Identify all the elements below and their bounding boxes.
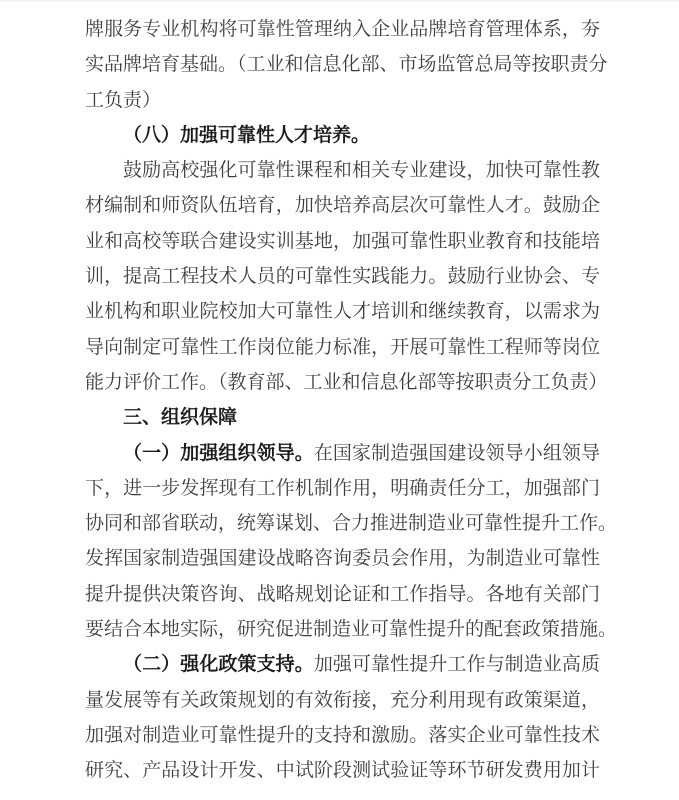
text-segment: 业机构和职业院校加大可靠性人才培训和继续教育，以需求为 — [85, 300, 600, 323]
text-segment: 训，提高工程技术人员的可靠性实践能力。鼓励行业协会、专 — [85, 265, 600, 288]
text-segment: 研究、产品设计开发、中试阶段测试验证等环节研发费用加计 — [85, 759, 600, 782]
text-line — [85, 506, 618, 541]
text-segment: 在国家制造强国建设领导小组领导 — [313, 441, 600, 464]
text-line — [85, 153, 600, 188]
text-line — [85, 577, 600, 612]
text-line — [85, 118, 600, 153]
text-segment: 导向制定可靠性工作岗位能力标准，开展可靠性工程师等岗位 — [85, 335, 600, 358]
text-segment: （一）加强组织领导。 — [123, 441, 314, 464]
text-line — [85, 259, 600, 294]
text-line — [85, 647, 600, 682]
text-line — [85, 400, 600, 435]
text-segment: 要结合本地实际，研究促进制造业可靠性提升的配套政策措施。 — [85, 618, 618, 641]
text-line — [85, 683, 600, 718]
text-segment: 提升提供决策咨询、战略规划论证和工作指导。各地有关部门 — [85, 582, 600, 605]
text-line — [85, 365, 608, 400]
text-segment: 牌服务专业机构将可靠性管理纳入企业品牌培育管理体系，夯 — [85, 18, 600, 40]
text-segment: （八）加强可靠性人才培养。 — [123, 123, 371, 146]
text-segment: 材编制和师资队伍培育，加快培养高层次可靠性人才。鼓励企 — [85, 194, 600, 217]
text-line — [85, 294, 600, 329]
text-segment: 协同和部省联动，统筹谋划、合力推进制造业可靠性提升工作。 — [85, 512, 618, 535]
text-line — [85, 47, 608, 82]
text-line — [85, 224, 600, 259]
text-segment: 量发展等有关政策规划的有效衔接，充分利用现有政策渠道， — [85, 688, 600, 711]
text-segment: 下，进一步发挥现有工作机制作用，明确责任分工，加强部门 — [85, 476, 600, 499]
text-segment: （工业和信息化部、市场监管总局等按职责分 — [237, 53, 608, 76]
text-segment: 加强对制造业可靠性提升的支持和激励。落实企业可靠性技术 — [85, 723, 600, 746]
text-line — [85, 612, 618, 647]
text-segment: 工负责） — [85, 88, 162, 111]
text-segment: 业和高校等联合建设实训基地，加强可靠性职业教育和技能培 — [85, 229, 600, 252]
document-text-block — [85, 12, 618, 789]
text-segment: （二）强化政策支持。 — [123, 653, 314, 676]
text-segment: 鼓励高校强化可靠性课程和相关专业建设，加快可靠性教 — [123, 159, 600, 182]
text-segment: 三、组织保障 — [123, 406, 238, 429]
text-line — [85, 436, 600, 471]
text-line — [85, 12, 600, 47]
text-segment: 加强可靠性提升工作与制造业高质 — [313, 653, 600, 676]
text-line — [85, 541, 600, 576]
text-line — [85, 330, 600, 365]
text-line — [85, 753, 600, 788]
text-line — [85, 188, 600, 223]
text-line — [85, 83, 600, 118]
text-line — [85, 718, 600, 753]
text-segment: 发挥国家制造强国建设战略咨询委员会作用，为制造业可靠性 — [85, 547, 600, 570]
text-segment: （教育部、工业和信息化部等按职责分工负责） — [218, 370, 608, 393]
text-segment: 实品牌培育基础。 — [85, 53, 238, 76]
text-line — [85, 471, 600, 506]
text-segment: 能力评价工作。 — [85, 370, 219, 393]
